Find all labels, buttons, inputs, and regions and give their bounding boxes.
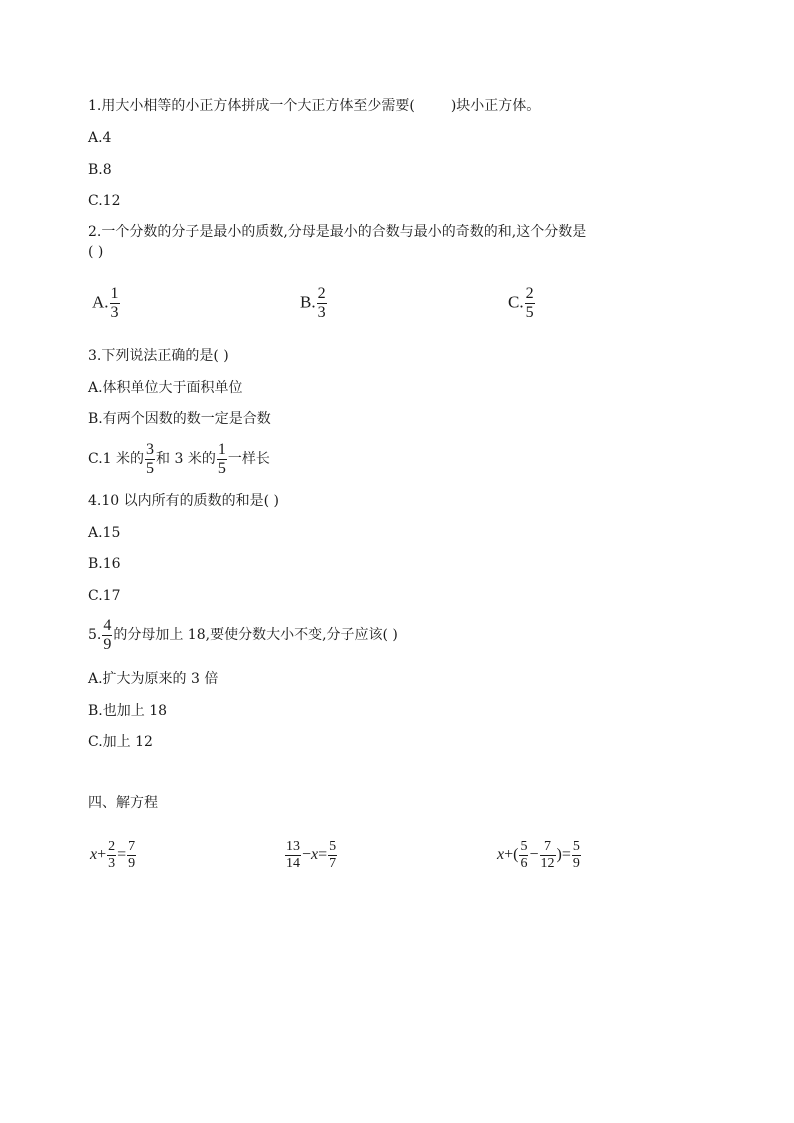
question-4-option-c: C.17 bbox=[88, 588, 121, 604]
question-4-stem: 4.10 以内所有的质数的和是( ) bbox=[88, 493, 279, 509]
fraction: $\frac{1}{3}$ bbox=[110, 285, 119, 321]
question-2-option-a: A. $\frac{1}{3}$ bbox=[92, 285, 119, 321]
fraction: $\frac{7}{9}$ bbox=[128, 839, 136, 871]
question-3-stem: 3.下列说法正确的是( ) bbox=[88, 348, 229, 364]
question-3-option-c: C.1 米的 $\frac{3}{5}$ 和 3 米的 $\frac{1}{5}$ 一样长 bbox=[88, 440, 270, 477]
fraction: $\frac{5}{6}$ bbox=[520, 839, 528, 871]
fraction: $\frac{5}{7}$ bbox=[329, 839, 337, 871]
question-5-option-a: A.扩大为原来的 3 倍 bbox=[88, 671, 219, 687]
question-2-stem: 2.一个分数的分子是最小的质数,分母是最小的合数与最小的奇数的和,这个分数是 bbox=[88, 224, 587, 240]
fraction: $\frac{2}{5}$ bbox=[525, 285, 534, 321]
equation-2: $\frac{13}{14}$ −x= $\frac{5}{7}$ bbox=[286, 839, 337, 871]
fraction: $\frac{7}{12}$ bbox=[540, 839, 555, 871]
question-4-option-a: A.15 bbox=[88, 525, 121, 541]
question-1-option-a: A.4 bbox=[88, 130, 112, 146]
fraction: $\frac{2}{3}$ bbox=[317, 285, 326, 321]
question-3-option-a: A.体积单位大于面积单位 bbox=[88, 380, 243, 396]
question-3-option-b: B.有两个因数的数一定是合数 bbox=[88, 411, 271, 427]
question-4-option-b: B.16 bbox=[88, 556, 121, 572]
fraction: $\frac{13}{14}$ bbox=[286, 839, 300, 871]
question-1-option-b: B.8 bbox=[88, 162, 112, 178]
fraction: $\frac{4}{9}$ bbox=[103, 616, 112, 653]
fraction: $\frac{5}{9}$ bbox=[572, 839, 580, 871]
question-5-stem: 5. $\frac{4}{9}$ 的分母加上 18,要使分数大小不变,分子应该( ) bbox=[88, 616, 398, 653]
equation-3: x+( $\frac{5}{6}$ − $\frac{7}{12}$ )= $\frac{5}{9}$ bbox=[497, 839, 580, 871]
fraction: $\frac{3}{5}$ bbox=[146, 440, 155, 477]
question-5-option-c: C.加上 12 bbox=[88, 734, 153, 750]
fraction: $\frac{2}{3}$ bbox=[108, 839, 116, 871]
fraction: $\frac{1}{5}$ bbox=[217, 440, 226, 477]
equation-1: x+ $\frac{2}{3}$ = $\frac{7}{9}$ bbox=[90, 839, 136, 871]
question-2-blank: ( ) bbox=[88, 244, 104, 260]
question-2-option-b: B. $\frac{2}{3}$ bbox=[300, 285, 326, 321]
question-5-option-b: B.也加上 18 bbox=[88, 703, 168, 719]
question-1-option-c: C.12 bbox=[88, 193, 121, 209]
section-title: 四、解方程 bbox=[88, 795, 158, 811]
question-1-stem: 1.用大小相等的小正方体拼成一个大正方体至少需要( )块小正方体。 bbox=[88, 98, 541, 114]
question-2-option-c: C. $\frac{2}{5}$ bbox=[508, 285, 534, 321]
